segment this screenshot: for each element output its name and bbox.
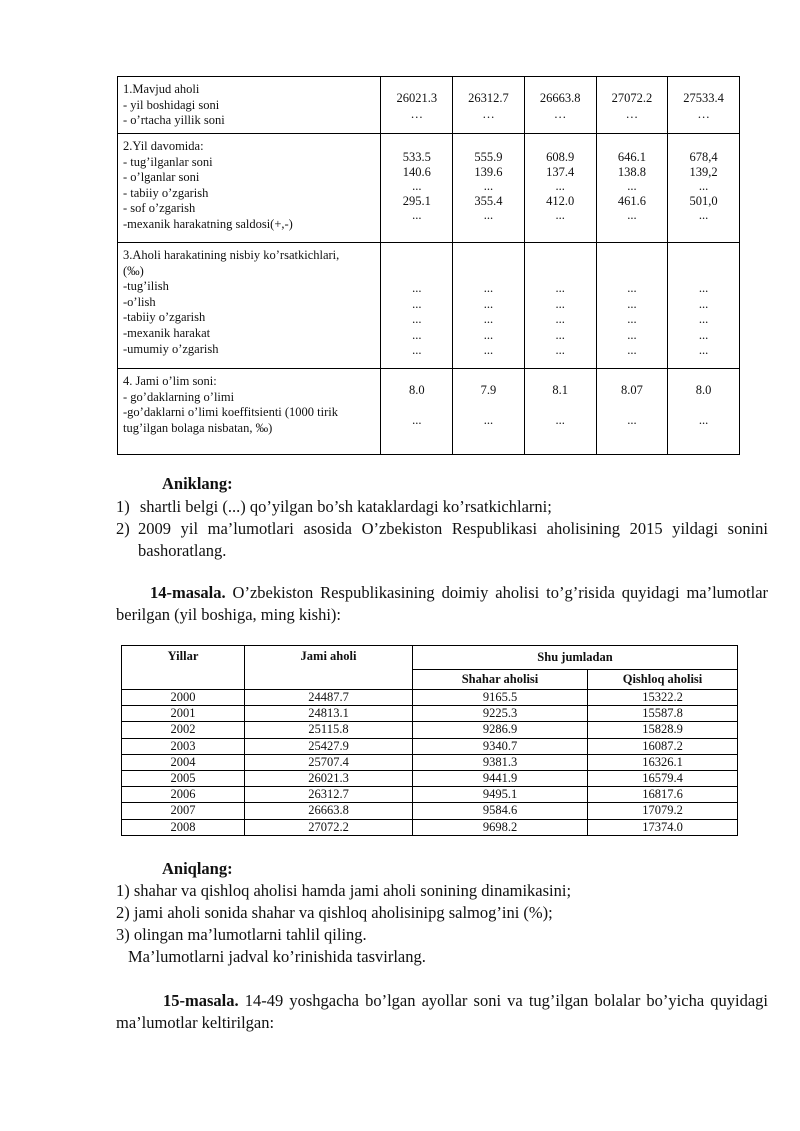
value: 7.9: [480, 383, 497, 397]
rural-cell: 17374.0: [588, 819, 738, 835]
value: 412.0: [546, 193, 575, 208]
value: 27533.4: [683, 91, 724, 105]
urban-cell: 9286.9: [413, 722, 588, 738]
value: ...: [698, 208, 709, 222]
table-row: [122, 819, 738, 835]
value: 646.1: [617, 150, 646, 164]
value-cell: [381, 134, 453, 243]
year-cell: 2000: [122, 690, 245, 706]
label-line: - o’lganlar soni: [123, 170, 200, 185]
value-cell: [381, 243, 453, 369]
year-cell: 2005: [122, 771, 245, 787]
value: ...: [555, 296, 565, 311]
value: 501,0: [689, 193, 718, 208]
value: ...: [483, 296, 494, 311]
value: 138.8: [617, 164, 646, 179]
value: ...: [698, 343, 709, 358]
value: ...: [555, 281, 565, 295]
header-rural: Qishloq aholisi: [588, 670, 738, 690]
label-line: - go’daklarning o’limi: [123, 389, 235, 404]
indicator-row: [118, 369, 740, 455]
value: ...: [483, 343, 494, 358]
value-cell: [381, 77, 453, 134]
aniklang-heading: Aniklang:: [162, 474, 233, 493]
value: ...: [698, 296, 709, 311]
rural-cell: 17079.2: [588, 803, 738, 819]
value-cell: [453, 77, 525, 134]
value: ...: [412, 179, 422, 193]
aniqlang-item-1: 1) shahar va qishloq aholisi hamda jami aholi sonining dinamikasini;: [116, 881, 572, 900]
value: ...: [627, 296, 637, 311]
total-cell: 24813.1: [245, 706, 413, 722]
value: 8.07: [620, 383, 643, 397]
label-line: tug’ilgan bolaga nisbatan, ‰): [123, 420, 273, 435]
value: ...: [627, 343, 637, 358]
value-cell: [668, 77, 740, 134]
year-cell: 2001: [122, 706, 245, 722]
value: ...: [483, 208, 494, 222]
value: 8.0: [695, 383, 712, 397]
value-cell: [524, 369, 596, 455]
total-cell: 25427.9: [245, 738, 413, 754]
rural-cell: 16087.2: [588, 738, 738, 754]
value: ...: [555, 327, 565, 342]
table-row: [122, 690, 738, 706]
population-by-year-table: [121, 645, 738, 836]
aniqlang-footer: Ma’lumotlarni jadval ko’rinishida tasvirlang.: [128, 947, 426, 966]
value: 295.1: [402, 193, 431, 208]
value: ...: [483, 312, 494, 327]
value: 27072.2: [611, 91, 653, 105]
value: ...: [555, 312, 565, 327]
value-cell: [453, 134, 525, 243]
value: ...: [412, 281, 422, 295]
value: ...: [555, 208, 565, 222]
value: ...: [412, 327, 422, 342]
population-indicators-table: [117, 76, 740, 455]
label-line: 1.Mavjud aholi: [123, 82, 200, 96]
header-years: Yillar: [122, 646, 245, 690]
urban-cell: 9381.3: [413, 754, 588, 770]
value: ...: [483, 179, 494, 193]
total-cell: 26021.3: [245, 771, 413, 787]
value: ...: [555, 412, 565, 427]
label-line: -mexanik harakatning saldosi(+,-): [123, 216, 293, 231]
value: 139,2: [689, 164, 718, 179]
value-cell: [596, 369, 668, 455]
masala-14-number: 14-masala.: [150, 583, 226, 602]
masala-15-text: 14-49 yoshgacha bo’lgan ayollar soni va tug’ilgan bolalar bo’yicha quyidagi ma’lumotlar keltirilgan:: [116, 991, 768, 1032]
value: ...: [555, 343, 565, 358]
value-cell: [596, 77, 668, 134]
value-cell: [453, 243, 525, 369]
value: ...: [412, 312, 422, 327]
value: 461.6: [617, 193, 646, 208]
value-cell: [668, 134, 740, 243]
value: 26312.7: [468, 91, 509, 105]
value-cell: [524, 134, 596, 243]
value-cell: [381, 369, 453, 455]
value-cell: [524, 243, 596, 369]
value: ...: [483, 281, 494, 295]
item-number: 1): [116, 497, 130, 516]
masala-14-paragraph: [116, 582, 768, 626]
value: 555.9: [474, 150, 503, 164]
rural-cell: 16579.4: [588, 771, 738, 787]
indicator-row: [118, 134, 740, 243]
urban-cell: 9340.7: [413, 738, 588, 754]
value: ...: [412, 296, 422, 311]
rural-cell: 15828.9: [588, 722, 738, 738]
urban-cell: 9441.9: [413, 771, 588, 787]
value: 26021.3: [396, 91, 438, 105]
label-line: -tabiiy o’zgarish: [123, 310, 206, 325]
value: 533.5: [402, 150, 431, 164]
value: ...: [698, 179, 709, 193]
label-line: -mexanik harakat: [123, 325, 211, 340]
value: ...: [412, 343, 422, 358]
value-cell: [668, 243, 740, 369]
table-row: [122, 771, 738, 787]
value: ...: [698, 312, 709, 327]
header-group: Shu jumladan: [413, 646, 738, 670]
value: ...: [412, 412, 422, 427]
label-line: (‰): [123, 263, 144, 278]
table-row: [122, 803, 738, 819]
value: ...: [627, 281, 637, 295]
indicator-label: [118, 134, 381, 243]
aniqlang-item-2: 2) jami aholi sonida shahar va qishloq aholisinipg salmog’ini (%);: [116, 903, 553, 922]
aniqlang-item-3: 3) olingan ma’lumotlarni tahlil qiling.: [116, 925, 367, 944]
table-row: [122, 738, 738, 754]
value: 139.6: [474, 164, 503, 179]
value: 678,4: [689, 150, 718, 164]
indicator-label: [118, 243, 381, 369]
indicator-label: [118, 77, 381, 134]
value: ...: [627, 327, 637, 342]
value-cell: [524, 77, 596, 134]
value: …: [482, 106, 495, 121]
label-line: 2.Yil davomida:: [123, 139, 204, 153]
total-cell: 27072.2: [245, 819, 413, 835]
label-line: - tug’ilganlar soni: [123, 154, 213, 169]
indicator-row: [118, 77, 740, 134]
masala-15-paragraph: [116, 990, 768, 1034]
value: ...: [698, 281, 709, 295]
total-cell: 26663.8: [245, 803, 413, 819]
urban-cell: 9225.3: [413, 706, 588, 722]
value: ...: [483, 327, 494, 342]
item-text: 2009 yil ma’lumotlari asosida O’zbekiston Respublikasi aholisining 2015 yildagi sonini bashoratlang.: [138, 519, 768, 560]
value: 140.6: [402, 164, 431, 179]
label-line: -go’daklarni o’limi koeffitsienti (1000 tirik: [123, 405, 339, 420]
urban-cell: 9698.2: [413, 819, 588, 835]
year-cell: 2002: [122, 722, 245, 738]
year-cell: 2006: [122, 787, 245, 803]
masala-15-number: 15-masala.: [163, 991, 239, 1010]
total-cell: 26312.7: [245, 787, 413, 803]
label-line: - o’rtacha yillik soni: [123, 113, 225, 128]
value: …: [553, 106, 567, 121]
label-line: -tug’ilish: [123, 279, 169, 294]
value: ...: [698, 327, 709, 342]
year-cell: 2008: [122, 819, 245, 835]
table-row: [122, 722, 738, 738]
label-line: -umumiy o’zgarish: [123, 341, 219, 356]
value-cell: [453, 369, 525, 455]
label-line: -o’lish: [123, 294, 156, 309]
rural-cell: 16326.1: [588, 754, 738, 770]
value: …: [697, 106, 710, 121]
value: ...: [555, 179, 565, 193]
rural-cell: 16817.6: [588, 787, 738, 803]
urban-cell: 9584.6: [413, 803, 588, 819]
value: ...: [627, 412, 637, 427]
value: ...: [627, 208, 637, 222]
value: …: [625, 106, 639, 121]
value: 26663.8: [539, 91, 581, 105]
label-line: 4. Jami o’lim soni:: [123, 374, 217, 388]
table-row: [122, 754, 738, 770]
value: 355.4: [474, 193, 503, 208]
urban-cell: 9165.5: [413, 690, 588, 706]
value: 8.0: [408, 383, 425, 397]
value: ...: [412, 208, 422, 222]
value: 608.9: [546, 150, 575, 164]
value: ...: [627, 179, 637, 193]
aniklang-item-1: [116, 496, 744, 518]
label-line: - sof o’zgarish: [123, 201, 196, 216]
aniklang-item-2: [116, 518, 768, 562]
table-row: [122, 706, 738, 722]
value-cell: [668, 369, 740, 455]
value: ...: [627, 312, 637, 327]
total-cell: 25115.8: [245, 722, 413, 738]
label-line: - tabiiy o’zgarish: [123, 185, 209, 200]
value: 8.1: [552, 383, 568, 397]
value: 137.4: [546, 164, 575, 179]
header-urban: Shahar aholisi: [413, 670, 588, 690]
total-cell: 24487.7: [245, 690, 413, 706]
rural-cell: 15322.2: [588, 690, 738, 706]
year-cell: 2007: [122, 803, 245, 819]
indicator-label: [118, 369, 381, 455]
year-cell: 2004: [122, 754, 245, 770]
urban-cell: 9495.1: [413, 787, 588, 803]
masala-14-text: O’zbekiston Respublikasining doimiy aholisi to’g’risida quyidagi ma’lumotlar berilgan (yil boshiga, ming kishi):: [116, 583, 769, 624]
year-cell: 2003: [122, 738, 245, 754]
item-text: shartli belgi (...) qo’yilgan bo’sh kataklardagi ko’rsatkichlarni;: [139, 497, 552, 516]
item-number: 2): [116, 519, 130, 538]
value: ...: [483, 412, 494, 427]
value-cell: [596, 134, 668, 243]
indicator-row: [118, 243, 740, 369]
label-line: - yil boshidagi soni: [123, 97, 220, 112]
value: ...: [698, 412, 709, 427]
value-cell: [596, 243, 668, 369]
total-cell: 25707.4: [245, 754, 413, 770]
value: …: [410, 106, 424, 121]
header-total: Jami aholi: [245, 646, 413, 690]
aniqlang-heading: Aniqlang:: [162, 859, 233, 878]
table-row: [122, 787, 738, 803]
label-line: 3.Aholi harakatining nisbiy ko’rsatkichlari,: [123, 248, 340, 262]
rural-cell: 15587.8: [588, 706, 738, 722]
